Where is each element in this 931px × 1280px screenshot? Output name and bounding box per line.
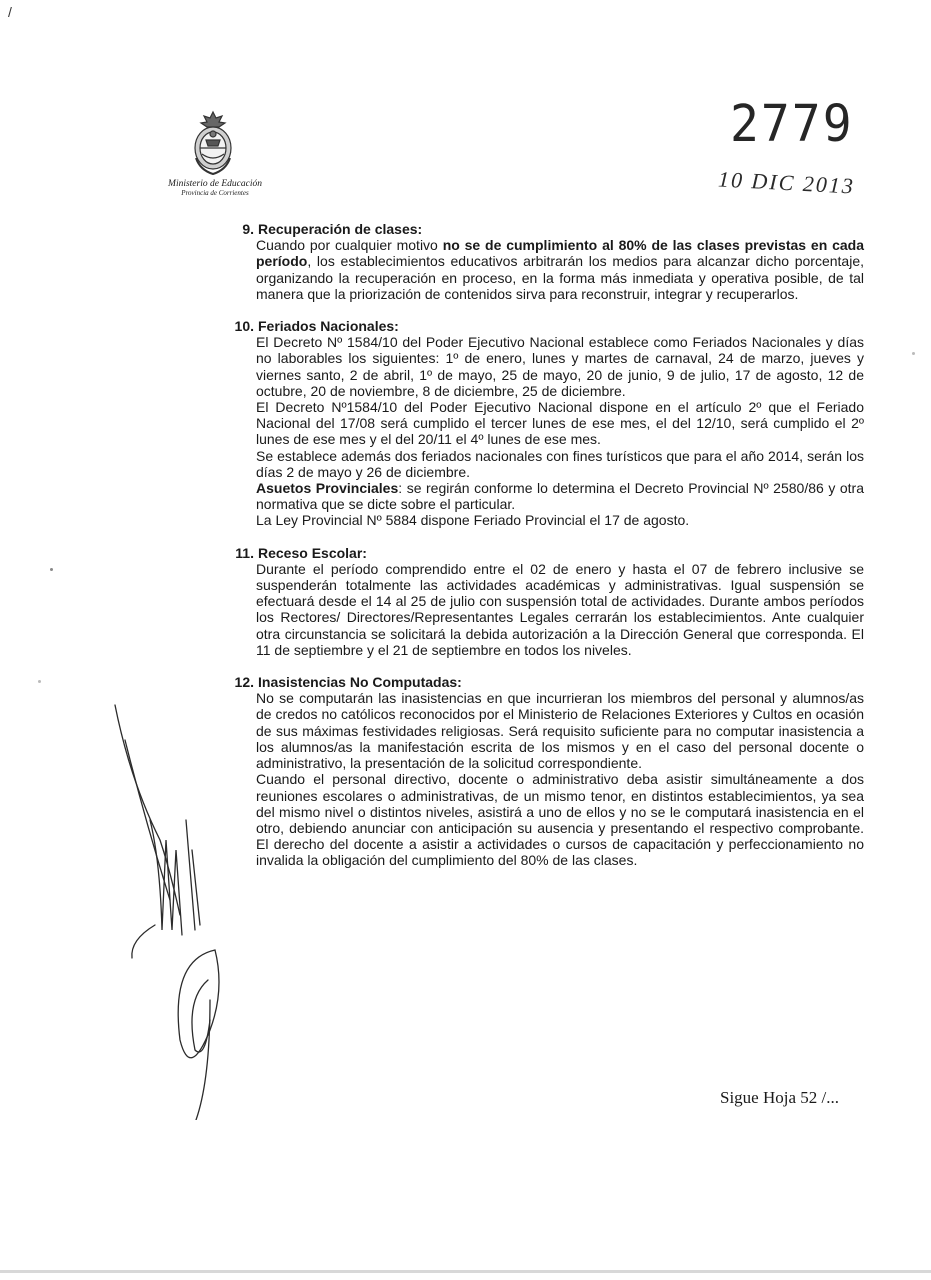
paragraph-text: : se regirán conforme lo determina el Decreto Provincial Nº 2580/86 y otra normativa que se dicte sobre el particular.	[256, 480, 864, 513]
paragraph-emphasis: no se de cumplimiento al 80% de las clases previstas en cada período	[256, 237, 864, 270]
paragraph-text: , los establecimientos educativos arbitrarán los medios para alcanzar dicho porcentaje, organizando la recuperación en proceso, en la forma más inmediata y operativa posible, de tal manera que la priorización de contenidos sirva para reconstruir, integrar y recuperarlos.	[256, 253, 864, 302]
scan-speck	[38, 680, 41, 683]
ministry-name: Ministerio de Educación	[168, 179, 262, 189]
section-recuperacion	[228, 221, 864, 302]
section-receso	[228, 545, 864, 658]
stray-mark: /	[8, 4, 12, 20]
paragraph: No se computarán las inasistencias en que incurrieran los miembros del personal y alumnos/as de credos no católicos reconocidos por el Ministerio de Relaciones Exteriores y Cultos en ocasión de sus máximas festividades religiosas. Será requisito suficiente para no computar inasistencia a los alumnos/as la manifestación escrita de los mismos y en el caso del personal docente o administrativo, la presentación de la solicitud correspondiente.	[256, 690, 864, 772]
section-number: 10.	[234, 318, 254, 335]
section-feriados	[228, 318, 864, 529]
section-title: Inasistencias No Computadas:	[258, 674, 462, 691]
section-inasistencias	[228, 674, 864, 868]
section-heading	[228, 545, 864, 561]
paragraph	[256, 237, 864, 302]
paragraph: La Ley Provincial Nº 5884 dispone Feriado Provincial el 17 de agosto.	[256, 512, 690, 529]
date-stamp: 10 DIC 2013	[717, 166, 856, 199]
paragraph: Durante el período comprendido entre el 02 de enero y hasta el 07 de febrero inclusive se suspenderán totalmente las actividades académicas y administrativas. Igual suspensión se efectuará desde el 14 al 25 de julio con suspensión total de actividades. Durante ambos períodos los Rectores/ Directores/Representantes Legales cerrarán los establecimientos. Ante cualquier otra circunstancia se solicitará la debida autorización a la Dirección General que corresponda. El 11 de septiembre y el 21 de septiembre en todos los niveles.	[256, 560, 864, 658]
paragraph: El Decreto Nº1584/10 del Poder Ejecutivo Nacional dispone en el artículo 2º que el Feriado Nacional del 17/08 será cumplido el tercer lunes de ese mes, el del 12/10, será cumplido el 2º lunes de ese mes y el del 20/11 el 4º lunes de ese mes.	[256, 399, 864, 448]
scan-edge	[0, 1270, 931, 1273]
resolution-number-stamp: 2779	[730, 94, 854, 154]
paragraph	[256, 480, 864, 512]
section-title: Recuperación de clases:	[258, 221, 423, 237]
scan-speck	[50, 568, 53, 571]
section-body	[256, 334, 864, 528]
paragraph: Se establece además dos feriados nacionales con fines turísticos que para el año 2014, serán los días 2 de mayo y 26 de diciembre.	[256, 447, 864, 480]
section-title: Feriados Nacionales:	[258, 318, 399, 335]
section-number: 11.	[235, 544, 254, 561]
section-heading	[228, 318, 864, 334]
paragraph-emphasis: Asuetos Provinciales	[256, 480, 399, 497]
section-title: Receso Escolar:	[258, 544, 367, 561]
section-number: 12.	[234, 674, 254, 691]
coat-of-arms-emblem	[188, 110, 238, 178]
paragraph: El Decreto Nº 1584/10 del Poder Ejecutivo Nacional establece como Feriados Nacionales y días no laborables los siguientes: 1º de enero, lunes y martes de carnaval, 24 de marzo, jueves y viernes santo, 2 de abril, 1º de mayo, 25 de mayo, 20 de junio, 9 de julio, 17 de agosto, 12 de octubre, 20 de noviembre, 8 de diciembre, 25 de diciembre.	[256, 334, 864, 399]
section-body	[256, 690, 864, 868]
section-heading	[228, 221, 864, 237]
paragraph: Cuando el personal directivo, docente o administrativo deba asistir simultáneamente a dos reuniones escolares o administrativas, de un mismo tenor, en distintos establecimientos, ya sea del mismo nivel o distintos niveles, asistirá a uno de ellos y no se le computará inasistencia en el otro, debiendo anunciar con anticipación su ausencia y presentando el respectivo comprobante. El derecho del docente a asistir a actividades o cursos de capacitación y perfeccionamiento no invalida la obligación del cumplimiento del 80% de las clases.	[256, 771, 864, 869]
province-name: Provincia de Corrientes	[181, 188, 249, 197]
section-body	[256, 561, 864, 658]
section-number: 9.	[242, 221, 254, 237]
section-body	[256, 237, 864, 302]
ministry-heading	[150, 180, 280, 197]
scan-speck	[912, 352, 915, 355]
continuation-note: Sigue Hoja 52 /...	[720, 1088, 839, 1107]
document-body	[228, 221, 864, 885]
section-heading	[228, 674, 864, 690]
paragraph-text: Cuando por cualquier motivo	[256, 237, 443, 254]
handwritten-signature	[100, 700, 250, 1120]
